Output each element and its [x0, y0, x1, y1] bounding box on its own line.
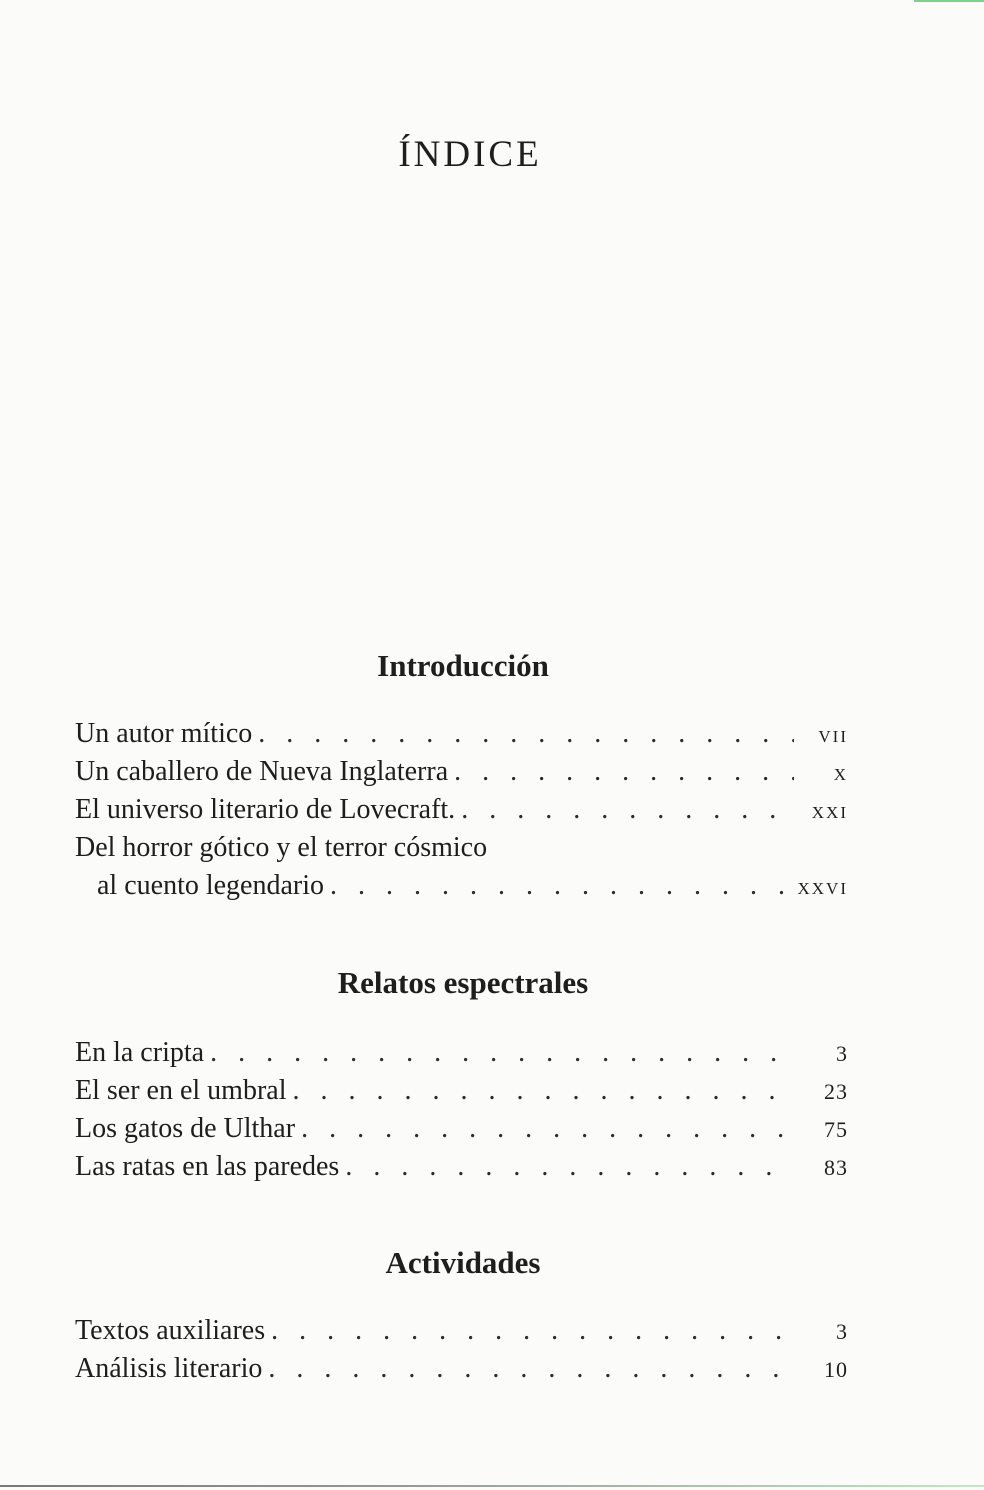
toc-entry-page: X [833, 765, 848, 784]
section-title-relatos-espectrales: Relatos espectrales [337, 965, 589, 1000]
dot-leader [301, 1110, 794, 1148]
toc-entry-continuation[interactable] [75, 867, 848, 905]
dot-leader [258, 715, 794, 753]
toc-entry[interactable] [75, 1148, 848, 1186]
dot-leader [461, 791, 794, 829]
toc-entry-label: Los gatos de Ulthar [75, 1113, 296, 1144]
toc-entry-label-continuation: al cuento legendario [97, 870, 325, 901]
toc-entry[interactable] [75, 1072, 848, 1110]
section-title-actividades: Actividades [385, 1245, 541, 1280]
toc-entry-label: Un autor mítico [75, 718, 253, 749]
toc-list-introduccion [75, 715, 848, 905]
toc-entry[interactable] [75, 829, 848, 867]
toc-entry-page: 83 [824, 1155, 848, 1180]
toc-entry-label: El ser en el umbral [75, 1075, 287, 1106]
dot-leader [210, 1034, 794, 1072]
toc-entry-page: 23 [824, 1079, 848, 1104]
toc-list-actividades [75, 1312, 848, 1388]
toc-entry[interactable] [75, 753, 848, 791]
toc-list-relatos-espectrales [75, 1034, 848, 1186]
toc-entry-label: Un caballero de Nueva Inglaterra [75, 756, 449, 787]
dot-leader [271, 1312, 794, 1350]
toc-entry[interactable] [75, 1034, 848, 1072]
dot-leader [345, 1148, 794, 1186]
toc-entry-page: 3 [836, 1319, 848, 1344]
toc-entry[interactable] [75, 1312, 848, 1350]
toc-entry-label: Del horror gótico y el terror cósmico [75, 832, 488, 863]
toc-entry-page: 75 [824, 1117, 848, 1142]
toc-entry-label: Textos auxiliares [75, 1315, 266, 1346]
page-edge-bottom [0, 1485, 984, 1487]
toc-entry[interactable] [75, 715, 848, 753]
toc-entry-page: 3 [836, 1041, 848, 1066]
toc-entry[interactable] [75, 1350, 848, 1388]
dot-leader [292, 1072, 794, 1110]
dot-leader [268, 1350, 794, 1388]
dot-leader [330, 867, 783, 905]
toc-entry-label: Las ratas en las paredes [75, 1151, 340, 1182]
toc-entry[interactable] [75, 791, 848, 829]
section-title-introduccion: Introducción [377, 648, 549, 683]
toc-entry-page: VII [818, 727, 848, 746]
dot-leader [454, 753, 794, 791]
page-edge-top [914, 0, 984, 2]
toc-entry-page: XXVI [797, 879, 848, 898]
toc-entry-label: El universo literario de Lovecraft. [75, 794, 456, 825]
toc-entry-page: XXI [811, 803, 848, 822]
toc-entry-page: 10 [824, 1357, 848, 1382]
toc-entry-label: Análisis literario [75, 1353, 263, 1384]
toc-entry-label: En la cripta [75, 1037, 205, 1068]
page-title: ÍNDICE [398, 133, 542, 175]
toc-entry[interactable] [75, 1110, 848, 1148]
